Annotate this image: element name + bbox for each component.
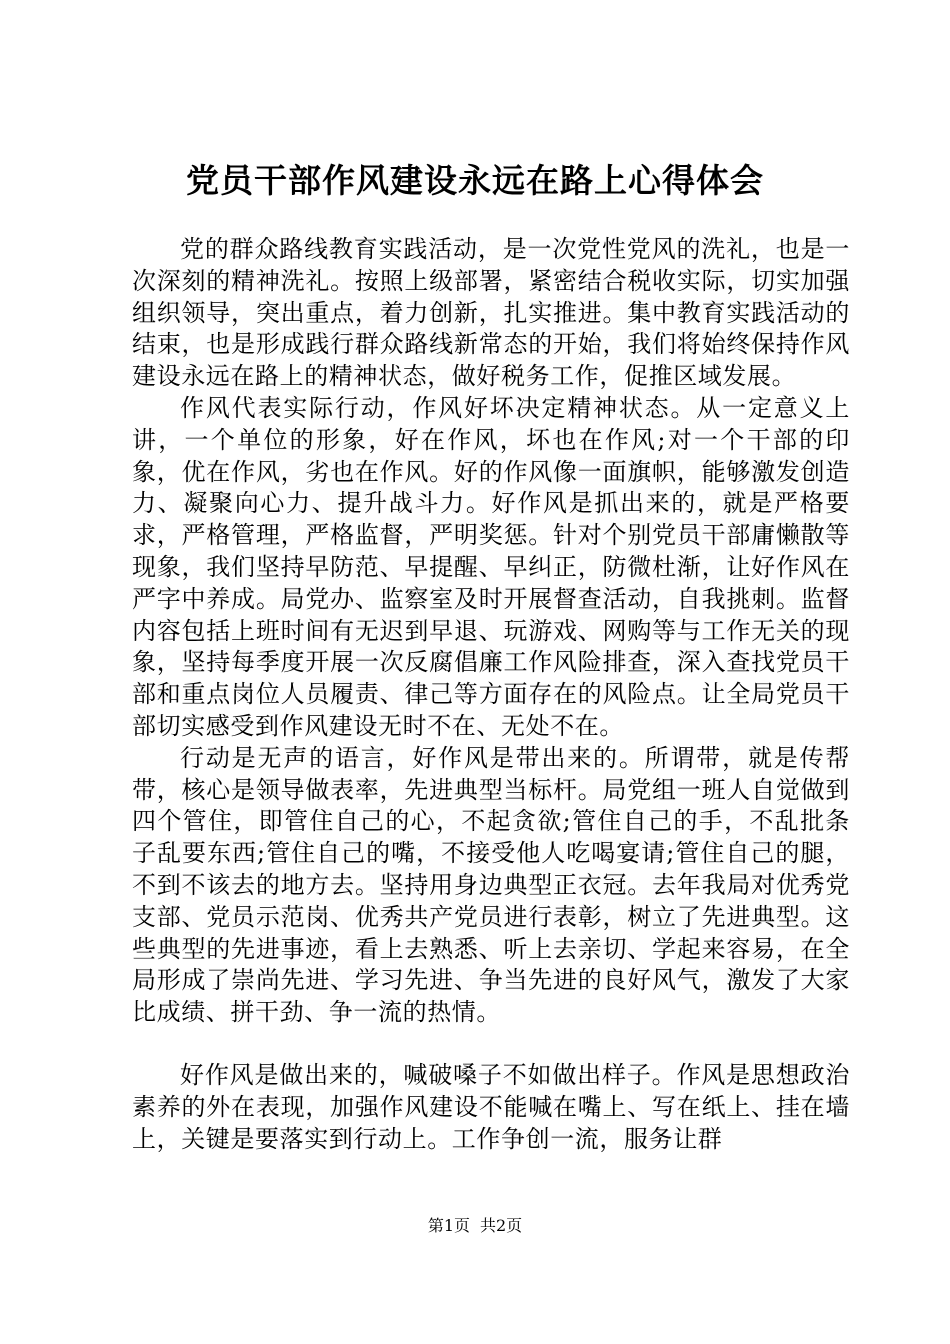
paragraph-2: 作风代表实际行动，作风好坏决定精神状态。从一定意义上讲，一个单位的形象，好在作风，坏也在作风;对一个干部的印象，优在作风，劣也在作风。好的作风像一面旗帜，能够激发创造力、凝聚向心力、提升战斗力。好作风是抓出来的，就是严格要求，严格管理，严格监督，严明奖惩。针对个别党员干部庸懒散等现象，我们坚持早防范、早提醒、早纠正，防微杜渐，让好作风在严字中养成。局党办、监察室及时开展督查活动，自我挑刺。监督内容包括上班时间有无迟到早退、玩游戏、网购等与工作无关的现象，坚持每季度开展一次反腐倡廉工作风险排查，深入查找党员干部和重点岗位人员履责、律己等方面存在的风险点。让全局党员干部切实感受到作风建设无时不在、无处不在。: [132, 393, 850, 740]
page-footer: [0, 1214, 950, 1238]
document-body: [132, 234, 850, 1155]
paragraph-1: 党的群众路线教育实践活动，是一次党性党风的洗礼，也是一次深刻的精神洗礼。按照上级部署，紧密结合税收实际，切实加强组织领导，突出重点，着力创新，扎实推进。集中教育实践活动的结束，也是形成践行群众路线新常态的开始，我们将始终保持作风建设永远在路上的精神状态，做好税务工作，促推区域发展。: [132, 235, 850, 391]
paragraph-3: 行动是无声的语言，好作风是带出来的。所谓带，就是传帮带，核心是领导做表率，先进典型当标杆。局党组一班人自觉做到四个管住，即管住自己的心，不起贪欲;管住自己的手，不乱批条子乱要东西;管住自己的嘴，不接受他人吃喝宴请;管住自己的腿，不到不该去的地方去。坚持用身边典型正衣冠。去年我局对优秀党支部、党员示范岗、优秀共产党员进行表彰，树立了先进典型。这些典型的先进事迹，看上去熟悉、听上去亲切、学起来容易，在全局形成了崇尚先进、学习先进、争当先进的良好风气，激发了大家比成绩、拼干劲、争一流的热情。: [132, 743, 850, 1027]
page-number: 第1页: [427, 1216, 470, 1235]
page-total: 共2页: [480, 1216, 523, 1235]
document-title: 党员干部作风建设永远在路上心得体会: [186, 161, 764, 200]
paragraph-4: 好作风是做出来的，喊破嗓子不如做出样子。作风是思想政治素养的外在表现，加强作风建设不能喊在嘴上、写在纸上、挂在墙上，关键是要落实到行动上。工作争创一流，服务让群: [132, 1060, 850, 1153]
